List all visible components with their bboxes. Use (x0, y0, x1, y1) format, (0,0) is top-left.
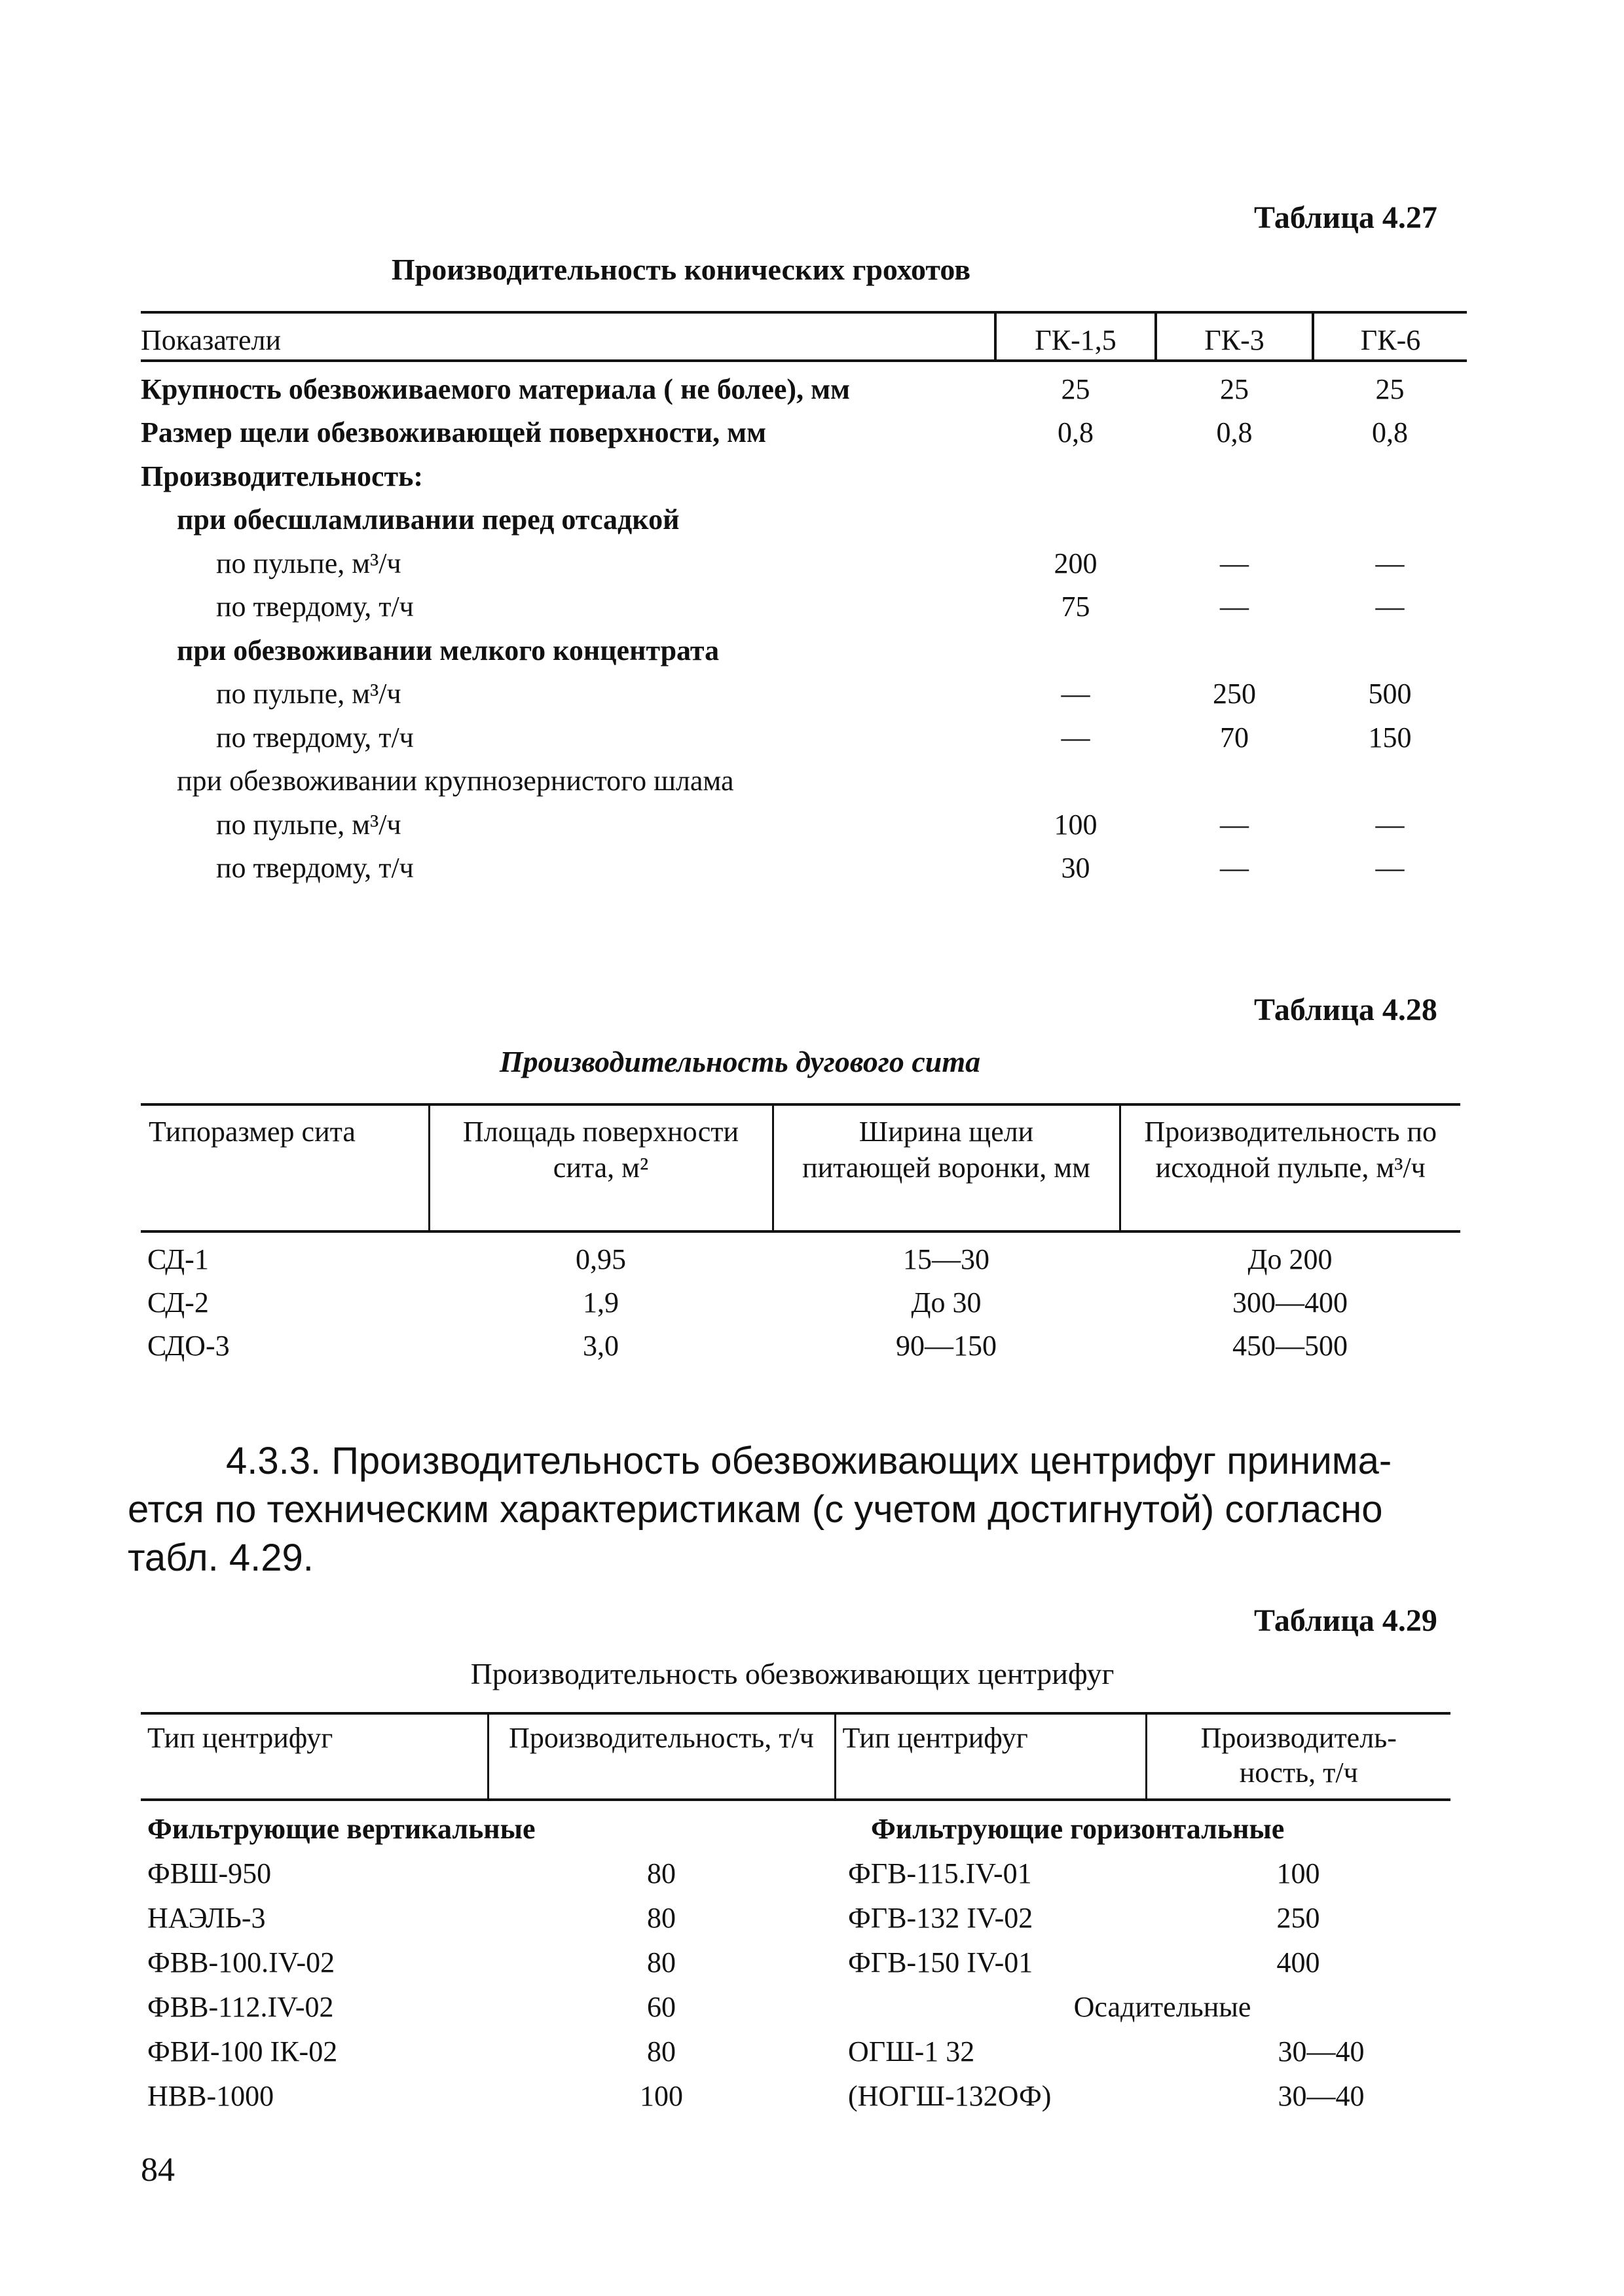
page-number: 84 (141, 2151, 175, 2189)
cell-value: 250 (1213, 678, 1256, 710)
cell-capacity: 250 (1276, 1902, 1320, 1934)
row-label: по твердому, т/ч (216, 591, 414, 623)
header-centrifuge-type: Тип центрифуг (141, 1713, 488, 1800)
cell-type: ФВИ-100 IК-02 (147, 2035, 338, 2068)
header-capacity: Производитель-ность, т/ч (1146, 1713, 1450, 1800)
row-label: Производительность: (141, 460, 424, 492)
cell-value: — (1220, 591, 1249, 623)
table-row (141, 493, 1467, 537)
cell-capacity: 30—40 (1278, 2080, 1365, 2112)
header-indicators: Показатели (141, 312, 995, 361)
cell-value: 500 (1368, 678, 1412, 710)
cell-value: 75 (1061, 591, 1090, 623)
row-label: по твердому, т/ч (216, 852, 414, 884)
cell-capacity: 450—500 (1232, 1330, 1348, 1362)
cell-capacity: 80 (647, 2035, 676, 2068)
cell-value: — (1220, 852, 1249, 884)
table-row (141, 1276, 1460, 1319)
cell-capacity: 80 (647, 1946, 676, 1978)
paragraph-line: 4.3.3. Производительность обезвоживающих центрифуг принима- (226, 1440, 1392, 1482)
cell-value: 30 (1061, 852, 1090, 884)
cell-capacity: 100 (1276, 1857, 1320, 1889)
paragraph-4-3-3 (128, 1437, 1467, 1582)
cell-area: 3,0 (583, 1330, 619, 1362)
cell-value: 0,8 (1216, 416, 1253, 448)
row-label: при обезвоживании мелкого концентрата (177, 634, 720, 666)
cell-value: 25 (1061, 373, 1090, 405)
header-capacity: Производительность по исходной пульпе, м³/ч (1120, 1104, 1460, 1231)
table-4-29 (141, 1712, 1450, 2113)
table-header-row (141, 1713, 1450, 1800)
cell-capacity: 100 (640, 2080, 683, 2112)
group-label: Фильтрующие вертикальные (147, 1813, 536, 1845)
header-slot-width: Ширина щели питающей воронки, мм (773, 1104, 1120, 1231)
table-group-row (141, 1800, 1450, 1846)
table-row (141, 667, 1467, 711)
table-row (141, 1846, 1450, 1890)
table-row (141, 580, 1467, 624)
header-gk-6: ГК-6 (1313, 312, 1467, 361)
cell-sieve-size: СДО-3 (147, 1330, 230, 1362)
cell-type: (НОГШ-132ОФ) (848, 2080, 1052, 2112)
paragraph-line: табл. 4.29. (128, 1537, 314, 1579)
cell-capacity: 80 (647, 1902, 676, 1934)
table-row (141, 841, 1467, 885)
cell-value: — (1220, 547, 1249, 579)
table-4-28 (141, 1103, 1460, 1362)
cell-sieve-size: СД-2 (147, 1286, 209, 1319)
table-row (141, 1231, 1460, 1276)
table-row (141, 361, 1467, 406)
table-row (141, 710, 1467, 754)
row-label: по пульпе, м³/ч (216, 678, 401, 710)
table-row (141, 1890, 1450, 1935)
row-label: Размер щели обезвоживающей поверхности, мм (141, 416, 767, 448)
cell-capacity: 300—400 (1232, 1286, 1348, 1319)
cell-slot: 15—30 (903, 1243, 989, 1275)
cell-value: — (1061, 678, 1090, 710)
cell-capacity: 60 (647, 1991, 676, 2023)
cell-type: ФВВ-112.IV-02 (147, 1991, 334, 2023)
cell-slot: 90—150 (896, 1330, 997, 1362)
cell-value (1313, 754, 1467, 798)
header-capacity: Производительность, т/ч (488, 1713, 835, 1800)
cell-value: 25 (1220, 373, 1249, 405)
table-4-28-label: Таблица 4.28 (1254, 993, 1437, 1027)
cell-type: ФГВ-115.IV-01 (848, 1857, 1032, 1889)
table-header-row (141, 312, 1467, 361)
cell-value: 0,8 (1058, 416, 1094, 448)
cell-value (1156, 449, 1313, 493)
table-row (141, 2068, 1450, 2113)
cell-value (995, 623, 1156, 667)
cell-value: 100 (1054, 808, 1098, 841)
cell-value (1156, 493, 1313, 537)
table-row (141, 1935, 1450, 1979)
row-label: по пульпе, м³/ч (216, 547, 401, 579)
cell-value: 150 (1368, 721, 1412, 754)
paragraph-line: ется по техническим характеристикам (с учетом достигнутой) согласно (128, 1488, 1383, 1531)
cell-value (995, 754, 1156, 798)
table-row (141, 797, 1467, 841)
table-4-27-title: Производительность конических грохотов (391, 253, 971, 286)
cell-type: ФВШ-950 (147, 1857, 272, 1889)
table-row (141, 406, 1467, 450)
table-row (141, 754, 1467, 798)
cell-capacity: 400 (1276, 1946, 1320, 1978)
cell-value (995, 493, 1156, 537)
cell-value (1313, 449, 1467, 493)
cell-value: 25 (1375, 373, 1405, 405)
cell-value: — (1375, 808, 1405, 841)
table-row (141, 623, 1467, 667)
cell-type: НАЭЛЬ-3 (147, 1902, 266, 1934)
group-label: Фильтрующие горизонтальные (871, 1813, 1285, 1845)
cell-value: — (1220, 808, 1249, 841)
cell-type: ФВВ-100.IV-02 (147, 1946, 335, 1978)
cell-type: ФГВ-132 IV-02 (848, 1902, 1033, 1934)
cell-value: — (1375, 852, 1405, 884)
group-label: Осадительные (1073, 1991, 1251, 2023)
cell-value (1156, 623, 1313, 667)
cell-slot: До 30 (911, 1286, 982, 1319)
cell-capacity: 80 (647, 1857, 676, 1889)
cell-area: 1,9 (583, 1286, 619, 1319)
cell-value (995, 449, 1156, 493)
row-label: по пульпе, м³/ч (216, 808, 401, 841)
cell-value: 70 (1220, 721, 1249, 754)
cell-value (1313, 493, 1467, 537)
row-label: при обесшламливании перед отсадкой (177, 503, 680, 536)
cell-sieve-size: СД-1 (147, 1243, 209, 1275)
cell-value (1313, 623, 1467, 667)
header-sieve-area: Площадь поверхности сита, м² (429, 1104, 773, 1231)
cell-value: — (1375, 547, 1405, 579)
row-label: Крупность обезвоживаемого материала ( не более), мм (141, 373, 851, 405)
cell-value: — (1061, 721, 1090, 754)
table-4-29-label: Таблица 4.29 (1254, 1603, 1437, 1638)
header-sieve-size: Типоразмер сита (141, 1104, 429, 1231)
header-centrifuge-type: Тип центрифуг (835, 1713, 1146, 1800)
table-row (141, 1319, 1460, 1362)
table-row (141, 449, 1467, 493)
table-4-28-title: Производительность дугового сита (499, 1045, 981, 1078)
table-header-row (141, 1104, 1460, 1231)
cell-value: 0,8 (1372, 416, 1408, 448)
cell-value (1156, 754, 1313, 798)
header-gk-3: ГК-3 (1156, 312, 1313, 361)
cell-value: — (1375, 591, 1405, 623)
table-4-27 (141, 311, 1467, 884)
table-4-27-label: Таблица 4.27 (1254, 200, 1437, 235)
cell-type: НВВ-1000 (147, 2080, 274, 2112)
cell-capacity: До 200 (1247, 1243, 1333, 1275)
row-label: при обезвоживании крупнозернистого шлама (177, 765, 734, 797)
table-row (141, 2024, 1450, 2068)
row-label: по твердому, т/ч (216, 721, 414, 754)
cell-value: 200 (1054, 547, 1098, 579)
cell-capacity: 30—40 (1278, 2035, 1365, 2068)
header-gk-1-5: ГК-1,5 (995, 312, 1156, 361)
cell-type: ФГВ-150 IV-01 (848, 1946, 1033, 1978)
cell-area: 0,95 (576, 1243, 626, 1275)
table-4-29-title: Производительность обезвоживающих центрифуг (470, 1657, 1115, 1690)
table-row (141, 1979, 1450, 2024)
cell-type: ОГШ-1 32 (848, 2035, 975, 2068)
table-row (141, 536, 1467, 580)
